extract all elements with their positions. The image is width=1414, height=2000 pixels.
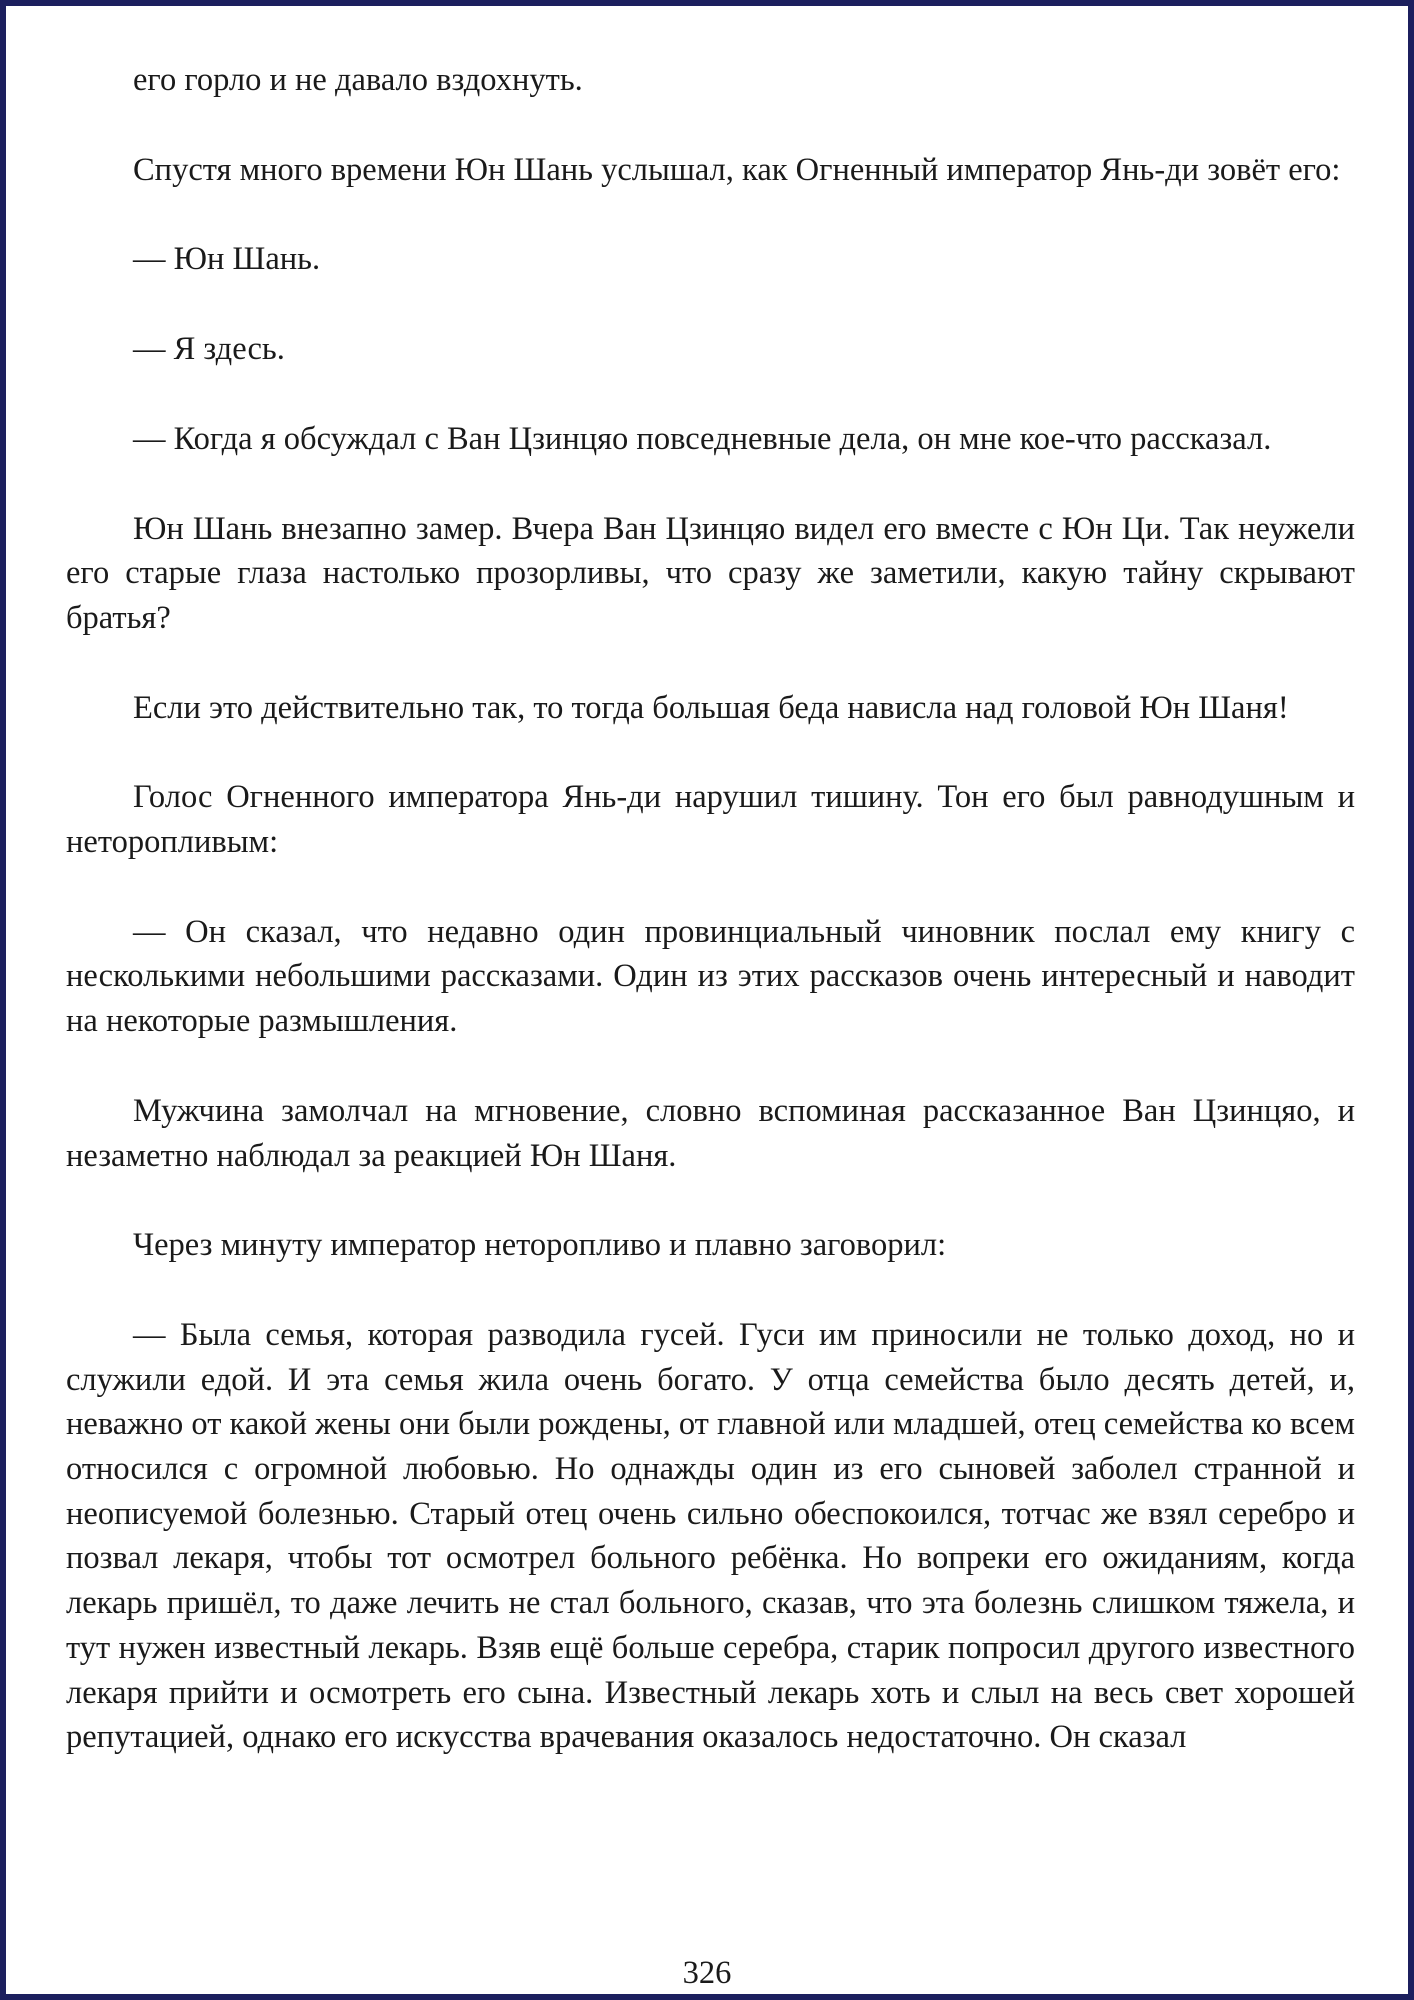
dialogue-line: — Я здесь. bbox=[133, 331, 285, 368]
dialogue-line: — Он сказал, что недавно один провинциальный чиновник послал ему книгу с несколькими небольшими рассказами. Один из этих рассказов очень интересный и наводит на некоторые размышления. bbox=[66, 913, 1355, 1040]
page-number: 326 bbox=[682, 1955, 732, 1991]
page-body bbox=[66, 58, 1355, 1805]
paragraph: Через минуту император неторопливо и плавно заговорил: bbox=[133, 1227, 947, 1264]
paragraph: Если это действительно так, то тогда большая беда нависла над головой Юн Шаня! bbox=[133, 689, 1289, 726]
dialogue-line: — Была семья, которая разводила гусей. Гуси им приносили не только доход, но и служили едой. И эта семья жила очень богато. У отца семейства было десять детей, и, неважно от какой жены они были рождены, от главной или младшей, отец семейства ко всем относился с огромной любовью. Но однажды один из его сыновей заболел странной и неописуемой болезнью. Старый отец очень сильно обеспокоился, тотчас же взял серебро и позвал лекаря, чтобы тот осмотрел больного ребёнка. Но вопреки его ожиданиям, когда лекарь пришёл, то даже лечить не стал больного, сказав, что эта болезнь слишком тяжела, и тут нужен известный лекарь. Взяв ещё больше серебра, старик попросил другого известного лекаря прийти и осмотреть его сына. Известный лекарь хоть и слыл на весь свет хорошей репутацией, однако его искусства врачевания оказалось недостаточно. Он сказал bbox=[66, 1316, 1355, 1756]
paragraph: Голос Огненного императора Янь-ди нарушил тишину. Тон его был равнодушным и неторопливым: bbox=[66, 779, 1355, 861]
dialogue-line: — Когда я обсуждал с Ван Цзинцяо повседневные дела, он мне кое-что рассказал. bbox=[133, 420, 1272, 457]
dialogue-line: — Юн Шань. bbox=[133, 241, 321, 278]
paragraph: его горло и не давало вздохнуть. bbox=[133, 62, 583, 98]
paragraph: Юн Шань внезапно замер. Вчера Ван Цзинцяо видел его вместе с Юн Ци. Так неужели его старые глаза настолько прозорливы, что сразу же заметили, какую тайну скрывают братья? bbox=[66, 510, 1355, 636]
paragraph: Мужчина замолчал на мгновение, словно вспоминая рассказанное Ван Цзинцяо, и незаметно наблюдал за реакцией Юн Шаня. bbox=[66, 1092, 1355, 1174]
paragraph: Спустя много времени Юн Шань услышал, как Огненный император Янь-ди зовёт его: bbox=[133, 151, 1341, 188]
